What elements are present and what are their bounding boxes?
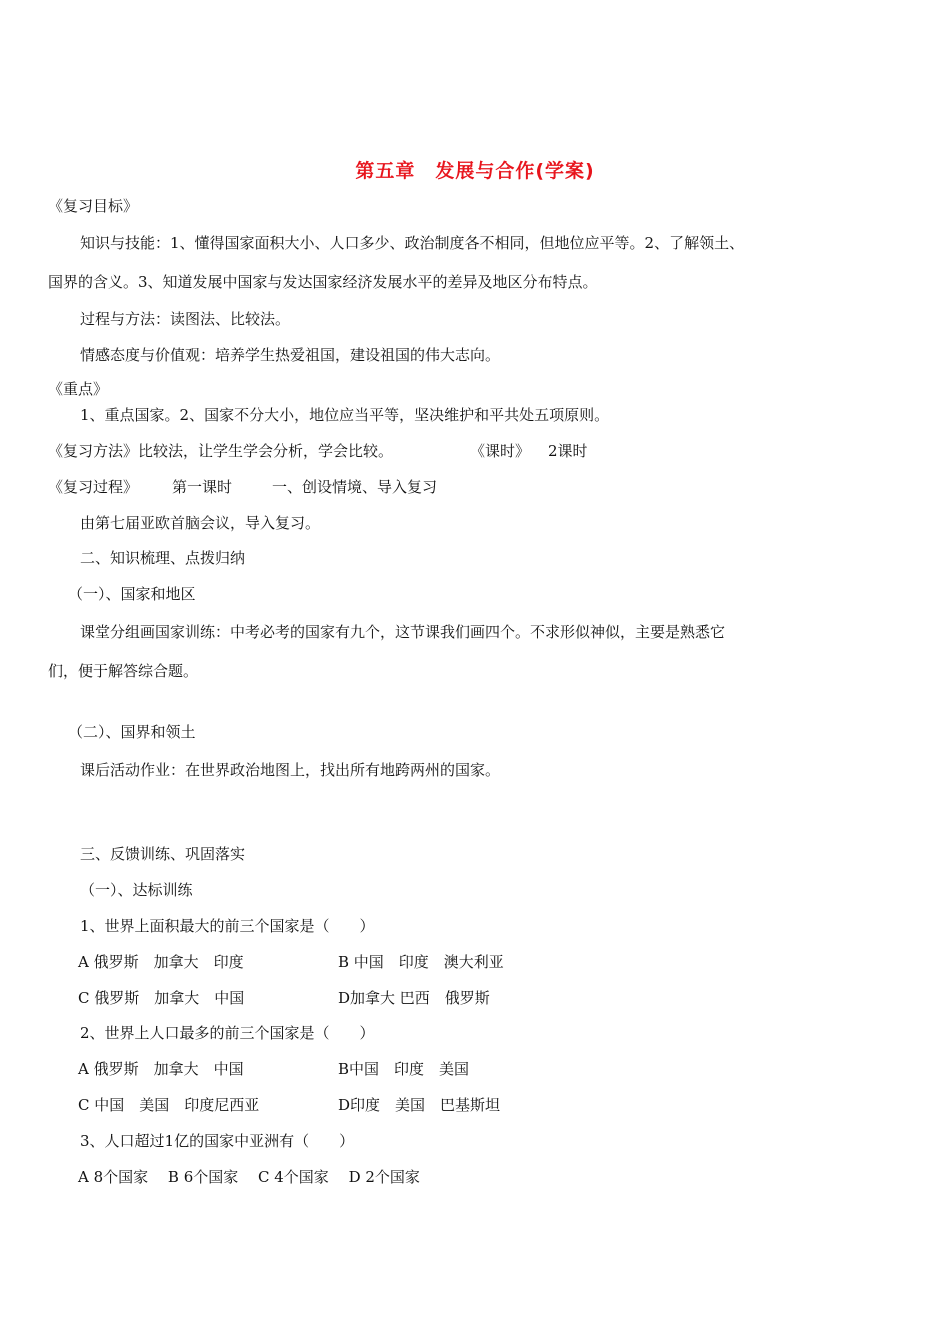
question-1-option-d: D加拿大 巴西 俄罗斯 xyxy=(338,989,490,1007)
question-2-option-d: D印度 美国 巴基斯坦 xyxy=(338,1096,501,1114)
intro-text: 由第七届亚欧首脑会议，导入复习。 xyxy=(80,514,321,532)
process-methods: 过程与方法：读图法、比较法。 xyxy=(80,310,291,328)
lesson-count-label: 《课时》 xyxy=(470,442,531,460)
page-title: 第五章 发展与合作(学案) xyxy=(355,160,595,182)
key-points-heading: 《重点》 xyxy=(48,380,109,398)
knowledge-skills-line1: 知识与技能：1、懂得国家面积大小、人口多少、政治制度各不相同，但地位应平等。2、了解领土、 xyxy=(80,234,745,252)
question-1-option-b: B 中国 印度 澳大利亚 xyxy=(338,953,504,971)
question-3-options: A 8个国家 B 6个国家 C 4个国家 D 2个国家 xyxy=(78,1168,420,1186)
step1-heading: 一、创设情境、导入复习 xyxy=(272,478,438,496)
question-3: 3、人口超过1亿的国家中亚洲有（ ） xyxy=(80,1132,355,1150)
emotion-values: 情感态度与价值观：培养学生热爱祖国，建设祖国的伟大志向。 xyxy=(80,346,501,364)
lesson-count-value: 2课时 xyxy=(548,442,588,460)
first-lesson-label: 第一课时 xyxy=(172,478,233,496)
question-2: 2、世界上人口最多的前三个国家是（ ） xyxy=(80,1024,375,1042)
review-method: 《复习方法》比较法，让学生学会分析，学会比较。 xyxy=(48,442,394,460)
question-2-option-c: C 中国 美国 印度尼西亚 xyxy=(78,1096,260,1114)
question-2-option-b: B中国 印度 美国 xyxy=(338,1060,470,1078)
key-points-text: 1、重点国家。2、国家不分大小，地位应当平等，坚决维护和平共处五项原则。 xyxy=(80,406,610,424)
drawing-practice-line1: 课堂分组画国家训练：中考必考的国家有九个，这节课我们画四个。不求形似神似，主要是熟悉它 xyxy=(80,623,726,641)
question-1-option-a: A 俄罗斯 加拿大 印度 xyxy=(78,953,244,971)
step3-heading: 三、反馈训练、巩固落实 xyxy=(80,845,246,863)
subsection-practice: （一）、达标训练 xyxy=(80,881,193,899)
homework-text: 课后活动作业：在世界政治地图上，找出所有地跨两州的国家。 xyxy=(80,761,501,779)
review-process-heading: 《复习过程》 xyxy=(48,478,139,496)
knowledge-skills-line2: 国界的含义。3、知道发展中国家与发达国家经济发展水平的差异及地区分布特点。 xyxy=(48,273,598,291)
review-goals-heading: 《复习目标》 xyxy=(48,197,139,215)
subsection-borders-territory: （二）、国界和领土 xyxy=(68,723,196,741)
question-2-option-a: A 俄罗斯 加拿大 中国 xyxy=(78,1060,244,1078)
drawing-practice-line2: 们，便于解答综合题。 xyxy=(48,662,199,680)
step2-heading: 二、知识梳理、点拨归纳 xyxy=(80,549,246,567)
question-1-option-c: C 俄罗斯 加拿大 中国 xyxy=(78,989,245,1007)
subsection-countries-regions: （一）、国家和地区 xyxy=(68,585,196,603)
question-1: 1、世界上面积最大的前三个国家是（ ） xyxy=(80,917,375,935)
